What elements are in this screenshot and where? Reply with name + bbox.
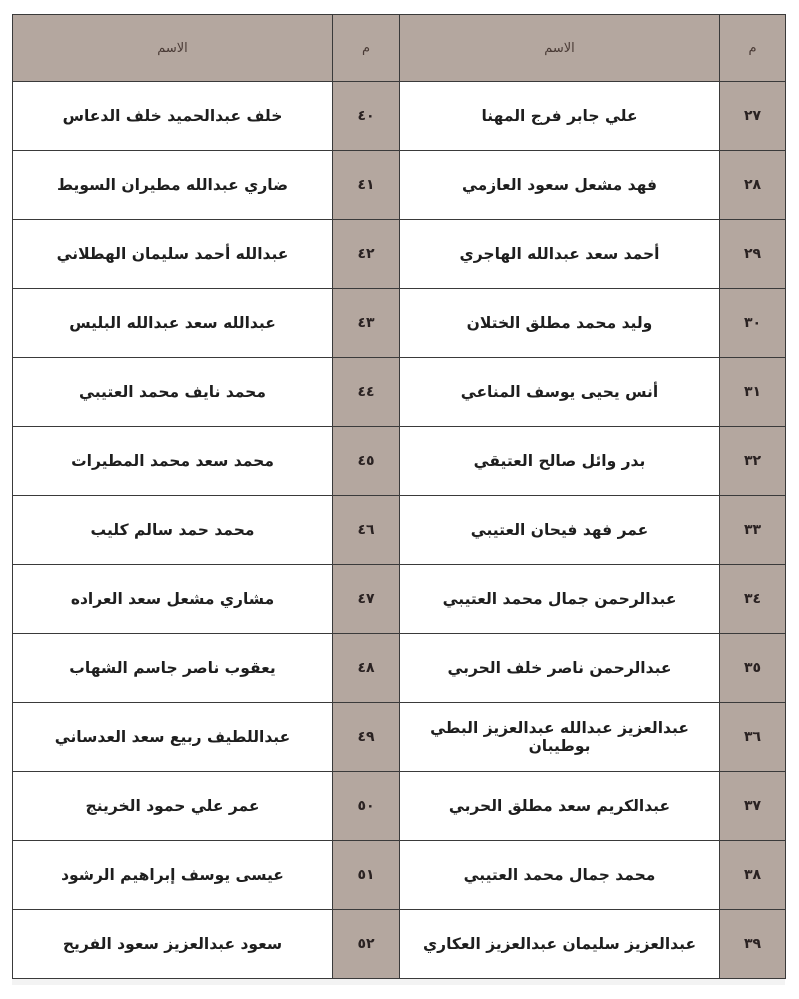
table-row [13,82,786,151]
left-name-cell: محمد حمد سالم كليب [13,496,333,565]
right-name-cell: أنس يحيى يوسف المناعي [400,358,720,427]
header-row [13,15,786,82]
names-table [12,14,786,979]
table-row [13,703,786,772]
header-name-right: الاسم [400,15,720,82]
left-number-cell: ٤٨ [333,634,400,703]
table-row [13,565,786,634]
right-name-cell: بدر وائل صالح العتيقي [400,427,720,496]
table-row [13,220,786,289]
table-row [13,910,786,979]
right-name-cell: علي جابر فرج المهنا [400,82,720,151]
left-name-cell: محمد سعد محمد المطيرات [13,427,333,496]
right-number-cell: ٣٦ [720,703,786,772]
table-row [13,358,786,427]
left-name-cell: محمد نايف محمد العتيبي [13,358,333,427]
table-row [13,772,786,841]
right-name-cell: محمد جمال محمد العتيبي [400,841,720,910]
right-name-cell: فهد مشعل سعود العازمي [400,151,720,220]
left-name-cell: ضاري عبدالله مطيران السويط [13,151,333,220]
left-number-cell: ٤٩ [333,703,400,772]
right-number-cell: ٣٧ [720,772,786,841]
left-number-cell: ٥٢ [333,910,400,979]
right-number-cell: ٣٩ [720,910,786,979]
right-name-cell: عبدالرحمن ناصر خلف الحربي [400,634,720,703]
left-name-cell: عيسى يوسف إبراهيم الرشود [13,841,333,910]
right-number-cell: ٣٣ [720,496,786,565]
right-name-cell: عبدالعزيز سليمان عبدالعزيز العكاري [400,910,720,979]
left-name-cell: عبدالله سعد عبدالله البليس [13,289,333,358]
right-number-cell: ٢٨ [720,151,786,220]
table-row [13,289,786,358]
right-name-cell: عبدالعزيز عبدالله عبدالعزيز البطي بوطيبان [400,703,720,772]
left-number-cell: ٤٥ [333,427,400,496]
left-name-cell: عمر علي حمود الخرينج [13,772,333,841]
header-num-left: م [333,15,400,82]
left-name-cell: سعود عبدالعزيز سعود الفريح [13,910,333,979]
left-number-cell: ٤١ [333,151,400,220]
left-number-cell: ٥١ [333,841,400,910]
left-number-cell: ٤٢ [333,220,400,289]
right-number-cell: ٣٤ [720,565,786,634]
right-number-cell: ٢٧ [720,82,786,151]
left-number-cell: ٤٠ [333,82,400,151]
left-name-cell: خلف عبدالحميد خلف الدعاس [13,82,333,151]
left-name-cell: عبدالله أحمد سليمان الهطلاني [13,220,333,289]
table-row [13,151,786,220]
table-body [13,82,786,979]
right-number-cell: ٣٠ [720,289,786,358]
right-name-cell: عبدالرحمن جمال محمد العتيبي [400,565,720,634]
left-name-cell: مشاري مشعل سعد العراده [13,565,333,634]
left-number-cell: ٤٤ [333,358,400,427]
right-number-cell: ٣٥ [720,634,786,703]
header-name-left: الاسم [13,15,333,82]
left-name-cell: عبداللطيف ربيع سعد العدساني [13,703,333,772]
table-row [13,427,786,496]
right-number-cell: ٢٩ [720,220,786,289]
left-name-cell: يعقوب ناصر جاسم الشهاب [13,634,333,703]
header-num-right: م [720,15,786,82]
right-number-cell: ٣٢ [720,427,786,496]
right-number-cell: ٣١ [720,358,786,427]
table-row [13,841,786,910]
left-number-cell: ٤٧ [333,565,400,634]
table-row [13,496,786,565]
roster-sheet [12,14,785,985]
right-name-cell: أحمد سعد عبدالله الهاجري [400,220,720,289]
left-number-cell: ٥٠ [333,772,400,841]
left-number-cell: ٤٦ [333,496,400,565]
left-number-cell: ٤٣ [333,289,400,358]
right-number-cell: ٣٨ [720,841,786,910]
right-name-cell: وليد محمد مطلق الختلان [400,289,720,358]
table-row [13,634,786,703]
right-name-cell: عبدالكريم سعد مطلق الحربي [400,772,720,841]
right-name-cell: عمر فهد فيحان العتيبي [400,496,720,565]
